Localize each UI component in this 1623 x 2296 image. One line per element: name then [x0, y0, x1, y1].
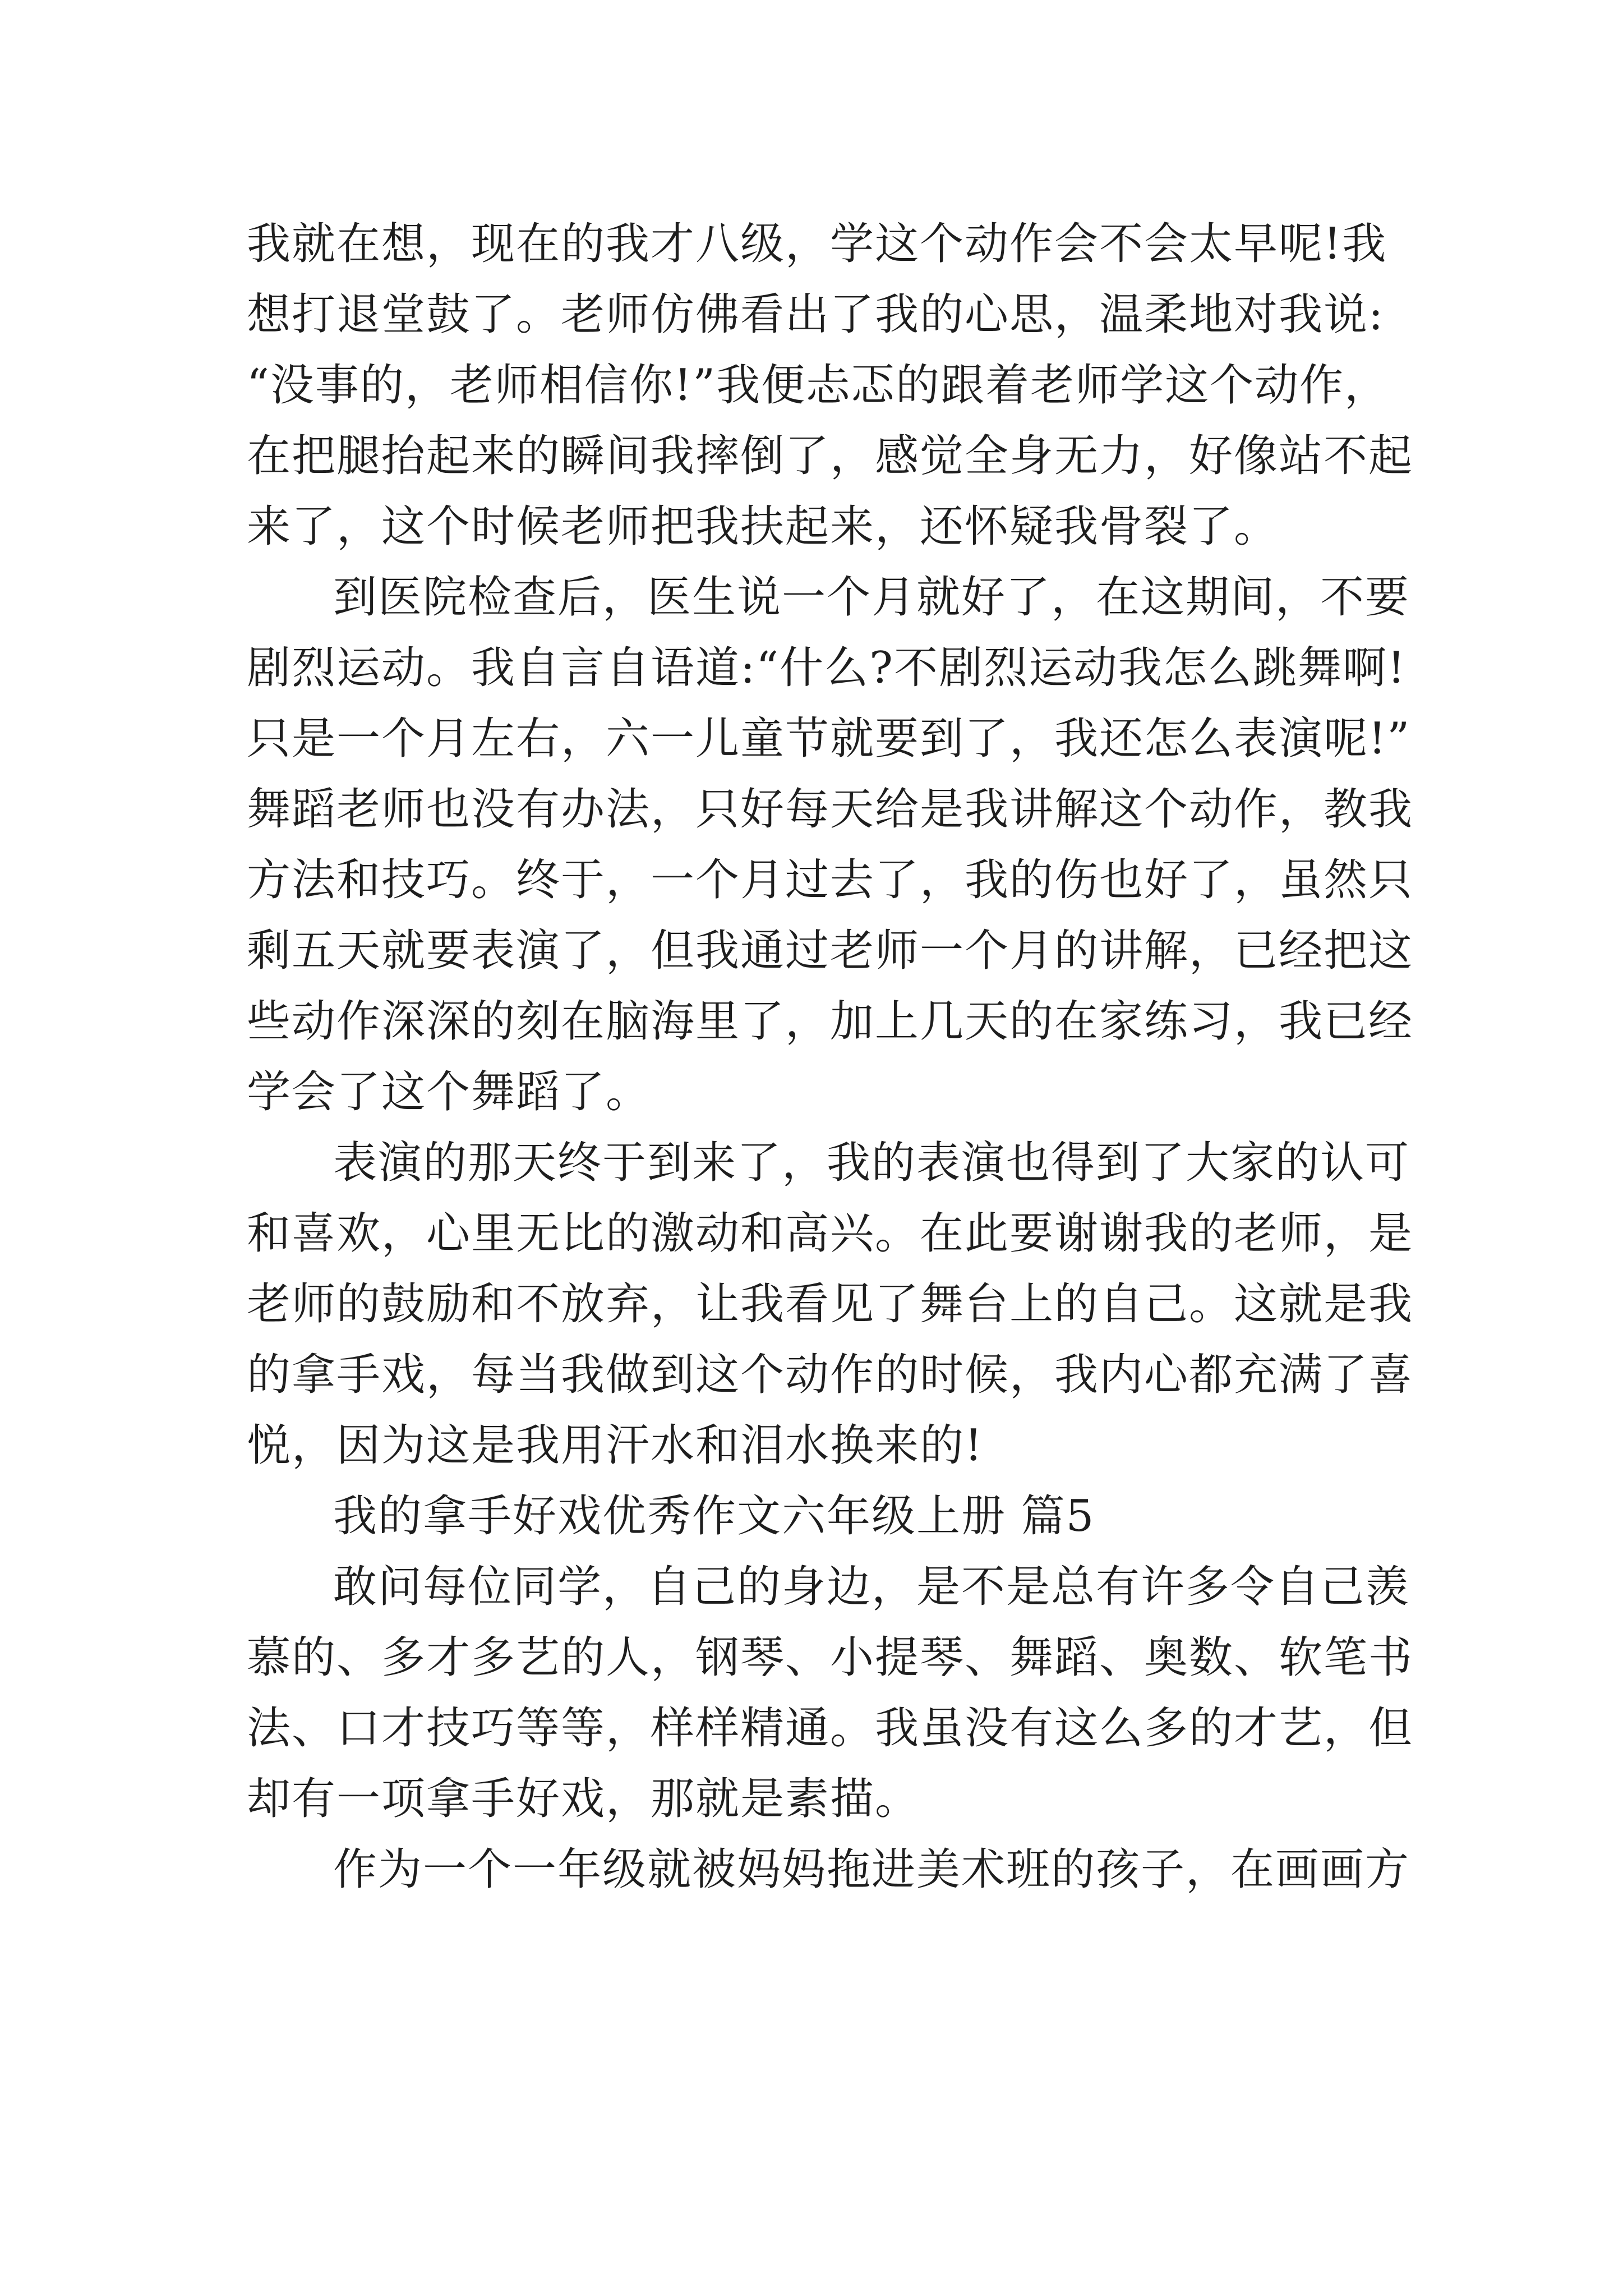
text-line-18: 悦，因为这是我用汗水和泪水换来的! — [247, 1420, 984, 1471]
text-line-10: 方法和技巧。终于，一个月过去了，我的伤也好了，虽然只 — [247, 855, 1414, 905]
body-text — [247, 209, 1414, 1905]
text-line-11: 剩五天就要表演了，但我通过老师一个月的讲解，已经把这 — [247, 926, 1414, 976]
text-line-24: 作为一个一年级就被妈妈拖进美术班的孩子，在画画方 — [333, 1844, 1410, 1895]
text-line-7: 剧烈运动。我自言自语道:“什么?不剧烈运动我怎么跳舞啊! — [247, 643, 1407, 693]
text-line-15: 和喜欢，心里无比的激动和高兴。在此要谢谢我的老师，是 — [247, 1208, 1414, 1259]
text-line-16: 老师的鼓励和不放弃，让我看见了舞台上的自己。这就是我 — [247, 1279, 1414, 1329]
text-line-17: 的拿手戏，每当我做到这个动作的时候，我内心都充满了喜 — [247, 1350, 1414, 1400]
text-line-3: “没事的，老师相信你!”我便忐忑的跟着老师学这个动作， — [247, 360, 1390, 411]
text-line-4: 在把腿抬起来的瞬间我摔倒了，感觉全身无力，好像站不起 — [247, 431, 1414, 481]
section-heading: 我的拿手好戏优秀作文六年级上册 篇5 — [333, 1491, 1095, 1542]
text-line-6: 到医院检查后，医生说一个月就好了，在这期间，不要 — [333, 572, 1410, 623]
text-line-23: 却有一项拿手好戏，那就是素描。 — [247, 1774, 920, 1824]
text-line-20: 敢问每位同学，自己的身边，是不是总有许多令自己羡 — [333, 1562, 1410, 1612]
text-line-14: 表演的那天终于到来了，我的表演也得到了大家的认可 — [333, 1138, 1410, 1188]
text-line-2: 想打退堂鼓了。老师仿佛看出了我的心思，温柔地对我说: — [247, 289, 1385, 340]
text-line-9: 舞蹈老师也没有办法，只好每天给是我讲解这个动作，教我 — [247, 784, 1414, 835]
text-line-21: 慕的、多才多艺的人，钢琴、小提琴、舞蹈、奥数、软笔书 — [247, 1632, 1414, 1683]
text-line-22: 法、口才技巧等等，样样精通。我虽没有这么多的才艺，但 — [247, 1703, 1414, 1754]
text-line-1: 我就在想，现在的我才八级，学这个动作会不会太早呢!我 — [247, 219, 1387, 269]
text-line-5: 来了，这个时候老师把我扶起来，还怀疑我骨裂了。 — [247, 501, 1279, 552]
text-line-13: 学会了这个舞蹈了。 — [247, 1067, 651, 1117]
text-line-8: 只是一个月左右，六一儿童节就要到了，我还怎么表演呢!” — [247, 714, 1411, 764]
text-line-12: 些动作深深的刻在脑海里了，加上几天的在家练习，我已经 — [247, 996, 1414, 1047]
